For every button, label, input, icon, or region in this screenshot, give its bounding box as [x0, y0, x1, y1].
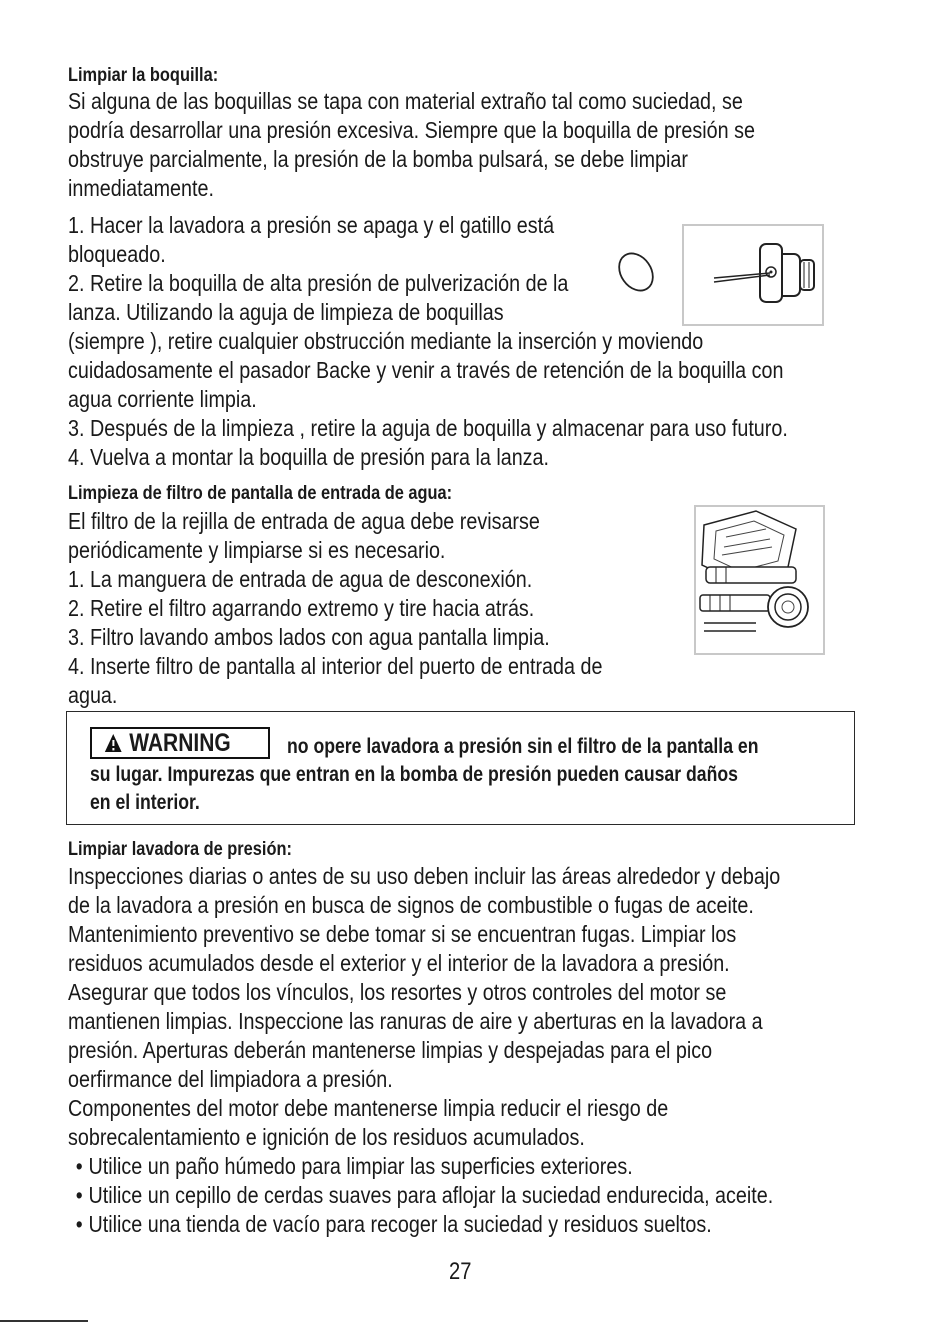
step-line: (siempre ), retire cualquier obstrucción mediante la inserción y moviendo [68, 328, 704, 354]
paragraph-line: obstruye parcialmente, la presión de la bomba pulsará, se debe limpiar [68, 146, 688, 172]
paragraph-line: Componentes del motor debe mantenerse limpia reducir el riesgo de [68, 1095, 669, 1121]
nozzle-needle-icon [684, 226, 822, 324]
heading-limpiar-lavadora: Limpiar lavadora de presión: [68, 838, 292, 860]
bullet-item: • Utilice un cepillo de cerdas suaves para aflojar la suciedad endurecida, aceite. [70, 1181, 907, 1210]
paragraph-line: Inspecciones diarias o antes de su uso deben incluir las áreas alrededor y debajo [68, 863, 781, 889]
step-line: cuidadosamente el pasador Backe y venir a través de retención de la boquilla con [68, 357, 784, 383]
filter-figure [694, 505, 825, 655]
paragraph-line: mantienen limpias. Inspeccione las ranuras de aire y aberturas en la lavadora a [68, 1008, 763, 1034]
step-line: 4. Inserte filtro de pantalla al interior del puerto de entrada de [68, 653, 603, 679]
warning-triangle-icon [104, 733, 122, 753]
footer-rule [0, 1320, 88, 1322]
nozzle-figure [682, 224, 824, 326]
bullet-item: • Utilice una tienda de vacío para recoger la suciedad y residuos sueltos. [70, 1210, 834, 1239]
heading-limpieza-filtro: Limpieza de filtro de pantalla de entrada de agua: [68, 482, 453, 504]
warning-text-line: no opere lavadora a presión sin el filtro de la pantalla en [287, 735, 759, 758]
step-line: 1. Hacer la lavadora a presión se apaga y el gatillo está [68, 212, 555, 238]
heading-limpiar-boquilla: Limpiar la boquilla: [68, 64, 219, 86]
step-line: agua corriente limpia. [68, 386, 257, 412]
paragraph-line: Asegurar que todos los vínculos, los resortes y otros controles del motor se [68, 979, 727, 1005]
paragraph-line: Si alguna de las boquillas se tapa con material extraño tal como suciedad, se [68, 88, 743, 114]
paragraph-line: sobrecalentamiento e ignición de los residuos acumulados. [68, 1124, 585, 1150]
step-line: 2. Retire la boquilla de alta presión de pulverización de la [68, 270, 569, 296]
paragraph-line: periódicamente y limpiarse si es necesario. [68, 537, 446, 563]
needle-loop-icon [612, 244, 702, 304]
warning-text-line: en el interior. [90, 791, 200, 814]
paragraph-line: residuos acumulados desde el exterior y el interior de la lavadora a presión. [68, 950, 730, 976]
warning-text-line: su lugar. Impurezas que entran en la bomba de presión pueden causar daños [90, 763, 738, 786]
step-line: 2. Retire el filtro agarrando extremo y tire hacia atrás. [68, 595, 535, 621]
step-line: bloqueado. [68, 241, 166, 267]
paragraph-line: oerfirmance del limpiadora a presión. [68, 1066, 393, 1092]
step-line: 3. Después de la limpieza , retire la aguja de boquilla y almacenar para uso futuro. [68, 415, 788, 441]
paragraph-line: Mantenimiento preventivo se debe tomar si se encuentran fugas. Limpiar los [68, 921, 737, 947]
bullet-item: • Utilice un paño húmedo para limpiar las superficies exteriores. [70, 1152, 740, 1181]
paragraph-line: presión. Aperturas deberán mantenerse limpias y despejadas para el pico [68, 1037, 713, 1063]
page-number: 27 [449, 1258, 472, 1285]
step-line: 4. Vuelva a montar la boquilla de presión para la lanza. [68, 444, 550, 470]
warning-label [90, 727, 270, 759]
step-line: 1. La manguera de entrada de agua de desconexión. [68, 566, 533, 592]
paragraph-line: podría desarrollar una presión excesiva. Siempre que la boquilla de presión se [68, 117, 755, 143]
water-inlet-filter-icon [696, 507, 823, 653]
step-line: agua. [68, 682, 118, 708]
warning-word: WARNING [129, 729, 231, 757]
paragraph-line: de la lavadora a presión en busca de signos de combustible o fugas de aceite. [68, 892, 754, 918]
paragraph-line: El filtro de la rejilla de entrada de agua debe revisarse [68, 508, 540, 534]
step-line: lanza. Utilizando la aguja de limpieza de boquillas [68, 299, 504, 325]
step-line: 3. Filtro lavando ambos lados con agua pantalla limpia. [68, 624, 550, 650]
paragraph-line: inmediatamente. [68, 175, 214, 201]
